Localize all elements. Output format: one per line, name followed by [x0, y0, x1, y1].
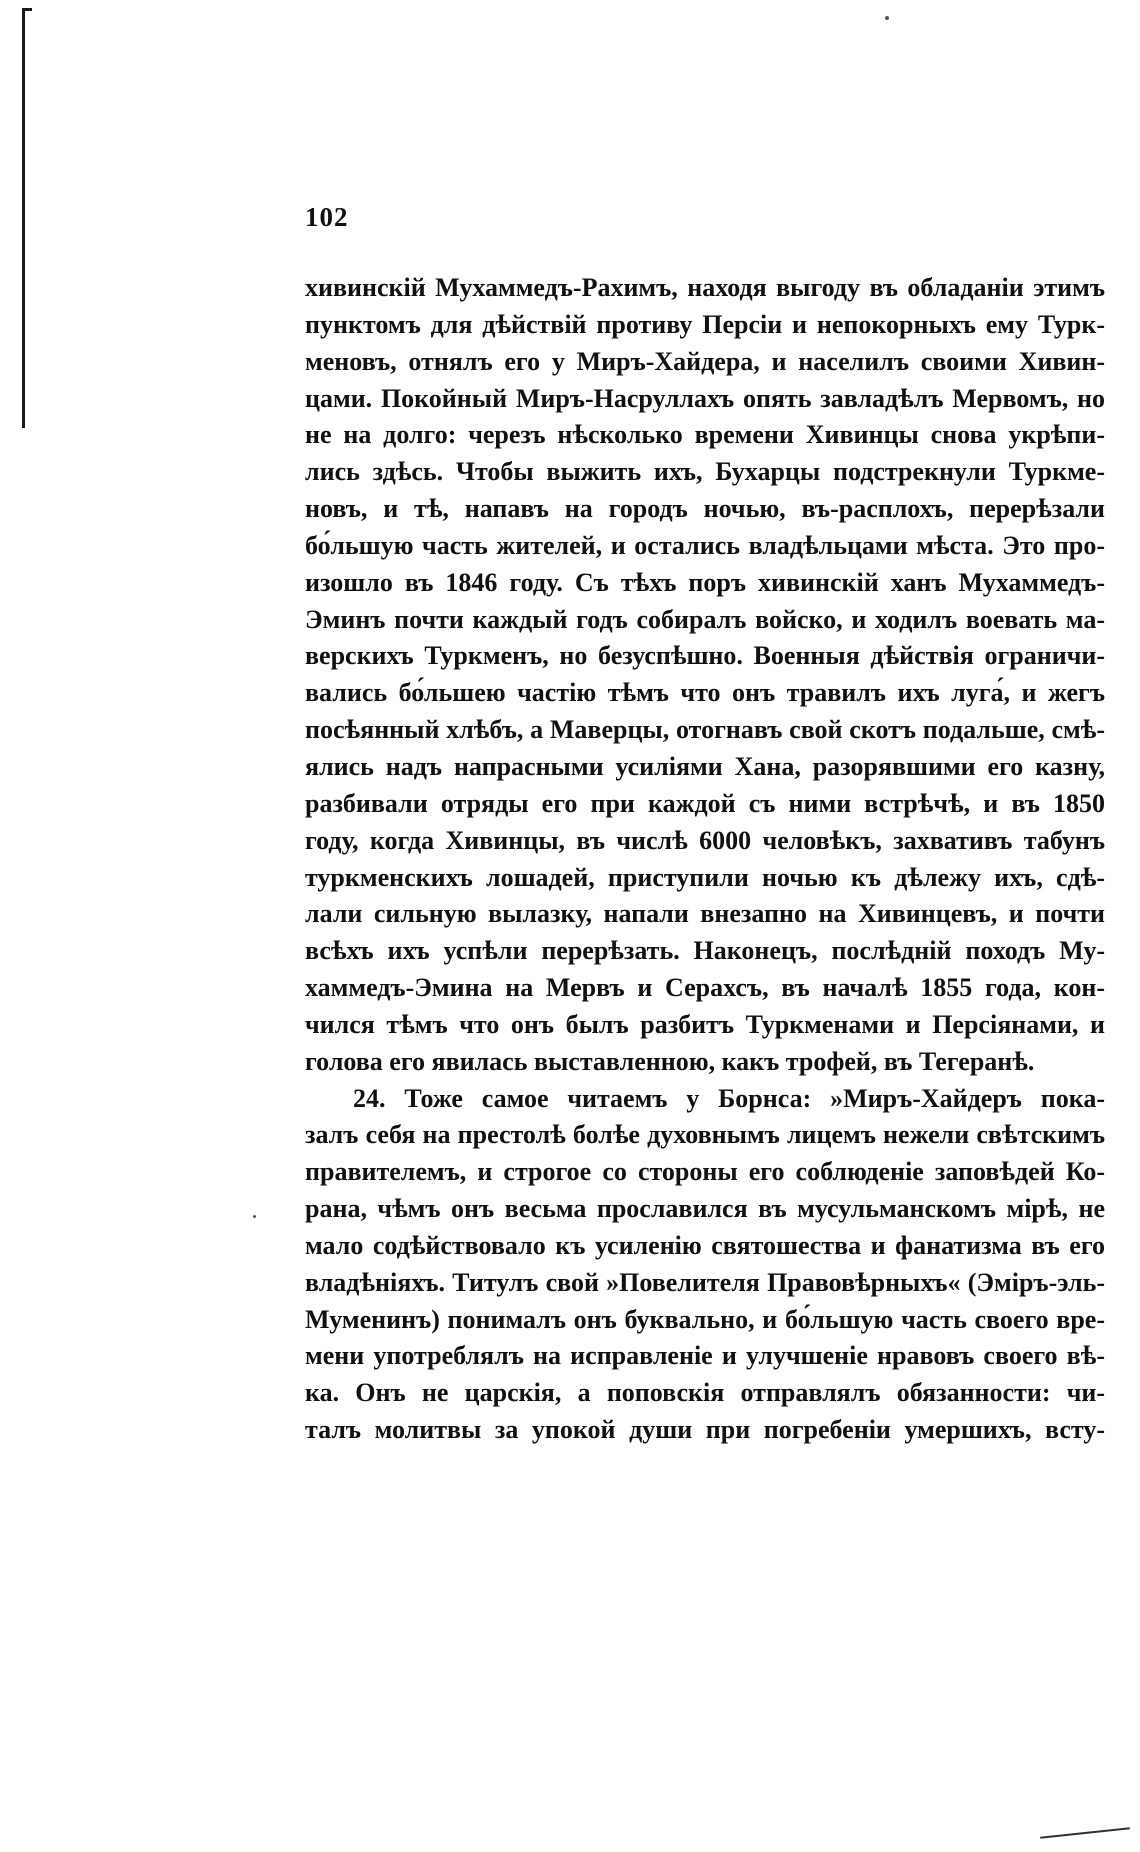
text-line: туркменскихъ лошадей, приступили ночью къ дѣлежу ихъ, сдѣ-: [305, 862, 1105, 892]
text-line: талъ молитвы за упокой души при погребеніи умершихъ, всту-: [305, 1415, 1105, 1445]
text-line: пунктомъ для дѣйствій противу Персіи и непокорныхъ ему Турк-: [305, 309, 1105, 339]
text-line: новъ, и тѣ, напавъ на городъ ночью, въ-расплохъ, перерѣзали: [305, 494, 1105, 524]
text-line: чился тѣмъ что онъ былъ разбитъ Туркменами и Персіянами, и: [305, 1009, 1105, 1039]
text-line: году, когда Хивинцы, въ числѣ 6000 человѣкъ, захвативъ табунъ: [305, 825, 1105, 855]
text-line: лали сильную вылазку, напали внезапно на Хивинцевъ, и почти: [305, 899, 1105, 929]
text-line: Эминъ почти каждый годъ собиралъ войско, и ходилъ воевать ма-: [305, 604, 1105, 634]
text-line: не на долго: черезъ нѣсколько времени Хивинцы снова укрѣпи-: [305, 420, 1105, 450]
text-line: голова его явилась выставленною, какъ трофей, въ Тегеранѣ.: [305, 1046, 1035, 1076]
text-line: верскихъ Туркменъ, но безуспѣшно. Военныя дѣйствія ограничи-: [305, 641, 1105, 671]
text-line: ялись надъ напрасными усиліями Хана, разорявшими его казну,: [305, 751, 1105, 781]
scan-speck: [885, 16, 889, 20]
text-line: бо́льшую часть жителей, и остались владѣльцами мѣста. Это про-: [305, 530, 1105, 560]
text-line: Муменинъ) понималъ онъ буквально, и бо́льшую часть своего вре-: [305, 1304, 1105, 1334]
scan-speck: [253, 1215, 256, 1218]
text-line: мени употреблялъ на исправленіе и улучшеніе нравовъ своего вѣ-: [305, 1341, 1105, 1371]
binding-tick: [22, 8, 32, 11]
text-line: мало содѣйствовало къ усиленію святошества и фанатизма въ его: [305, 1230, 1105, 1260]
text-line: лись здѣсь. Чтобы выжить ихъ, Бухарцы подстрекнули Туркме-: [305, 457, 1105, 487]
text-line: меновъ, отнялъ его у Миръ-Хайдера, и населилъ своими Хивин-: [305, 346, 1105, 376]
text-line: всѣхъ ихъ успѣли перерѣзать. Наконецъ, послѣдній походъ Му-: [305, 936, 1105, 966]
body-text: [305, 270, 1105, 1449]
text-line: цами. Покойный Миръ-Насруллахъ опять завладѣлъ Мервомъ, но: [305, 383, 1105, 413]
text-line: хаммедъ-Эмина на Мервъ и Серахсъ, въ началѣ 1855 года, кон-: [305, 973, 1105, 1003]
text-line: владѣніяхъ. Титулъ свой »Повелителя Правовѣрныхъ« (Эміръ-эль-: [305, 1267, 1105, 1297]
text-line: 24. Тоже самое читаемъ у Борнса: »Миръ-Хайдеръ пока-: [353, 1083, 1105, 1113]
text-line: залъ себя на престолѣ болѣе духовнымъ лицемъ нежели свѣтскимъ: [305, 1120, 1105, 1150]
text-line: правителемъ, и строгое со стороны его соблюденіе заповѣдей Ко-: [305, 1157, 1105, 1187]
text-line: разбивали отряды его при каждой съ ними встрѣчѣ, и въ 1850: [305, 788, 1105, 818]
text-line: хивинскій Мухаммедъ-Рахимъ, находя выгоду въ обладаніи этимъ: [305, 273, 1105, 302]
page-number: 102: [305, 202, 349, 232]
text-line: посѣянный хлѣбъ, а Маверцы, отогнавъ свой скотъ подальше, смѣ-: [305, 715, 1105, 745]
binding-line: [22, 8, 25, 428]
bottom-scan-mark: [1040, 1827, 1130, 1838]
text-line: рана, чѣмъ онъ весьма прославился въ мусульманскомъ мірѣ, не: [305, 1194, 1105, 1224]
text-line: вались бо́льшею частію тѣмъ что онъ травилъ ихъ луга́, и жегъ: [305, 678, 1105, 708]
text-line: ка. Онъ не царскія, а поповскія отправлялъ обязанности: чи-: [305, 1378, 1105, 1408]
text-line: изошло въ 1846 году. Съ тѣхъ поръ хивинскій ханъ Мухаммедъ-: [305, 567, 1105, 597]
